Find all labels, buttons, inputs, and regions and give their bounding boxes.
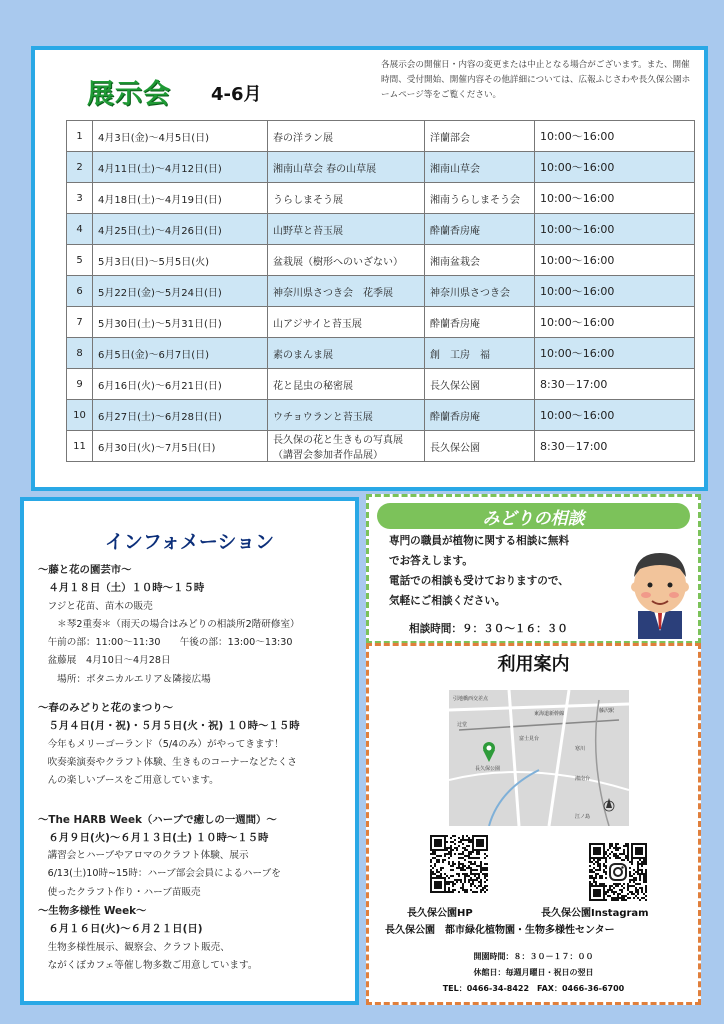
midori-body-line: 電話での相談も受けておりますので、	[389, 575, 569, 587]
exhibition-cell-time: 10:00～16:00	[535, 245, 695, 276]
exhibition-cell-no: 4	[67, 214, 93, 245]
exhibition-cell-time: 8:30－17:00	[535, 369, 695, 400]
info-heading: ５月４日(月・祝)・５月５日(火・祝) １０時～１５時	[38, 720, 300, 733]
exhibition-cell-date: 5月22日(金)～5月24日(日)	[93, 276, 268, 307]
exhibition-cell-name: 湘南山草会 春の山草展	[268, 152, 425, 183]
exhibition-cell-date: 4月11日(土)～4月12日(日)	[93, 152, 268, 183]
exhibition-row	[67, 369, 695, 400]
instagram-label[interactable]: 長久保公園Instagram	[541, 908, 649, 919]
hp-qr-code[interactable]	[428, 833, 490, 895]
info-line: 午前の部：11:00～11:30 午後の部：13:00～13:30	[38, 637, 293, 649]
exhibition-cell-no: 8	[67, 338, 93, 369]
exhibition-cell-org: 酔蘭香房庵	[425, 307, 535, 338]
exhibition-cell-time: 10:00～16:00	[535, 121, 695, 152]
access-title: 利用案内	[497, 654, 570, 675]
exhibition-cell-name: 山野草と苔玉展	[268, 214, 425, 245]
info-line: んの楽しいブースをご用意しています。	[38, 775, 219, 787]
map-label: 湘南台	[575, 776, 591, 782]
access-map	[449, 690, 629, 826]
map-label: 辻堂	[457, 722, 468, 728]
exhibition-cell-time: 10:00～16:00	[535, 400, 695, 431]
info-line: 使ったクラフト作り・ハーブ苗販売	[38, 886, 201, 898]
exhibition-cell-time: 10:00～16:00	[535, 152, 695, 183]
info-line: 生物多様性展示、観察会、クラフト販売、	[38, 941, 230, 953]
exhibition-cell-date: 4月3日(金)～4月5日(日)	[93, 121, 268, 152]
hp-label[interactable]: 長久保公園HP	[407, 908, 473, 919]
midori-body-line: 専門の職員が植物に関する相談に無料	[389, 535, 570, 547]
exhibition-row	[67, 152, 695, 183]
exhibition-row	[67, 307, 695, 338]
info-line: 盆藤展 4月10日～4月28日	[38, 655, 171, 667]
exhibition-row	[67, 214, 695, 245]
exhibition-panel	[31, 46, 708, 491]
exhibition-row	[67, 245, 695, 276]
exhibition-cell-name: 春の洋ラン展	[268, 121, 425, 152]
exhibition-row	[67, 276, 695, 307]
exhibition-cell-org: 洋蘭部会	[425, 121, 535, 152]
spacer	[38, 801, 348, 811]
info-line: ながくぼカフェ等催し物多数ご用意しています。	[38, 959, 258, 971]
exhibition-title: 展示会	[87, 79, 171, 110]
exhibition-cell-org: 神奈川県さつき会	[425, 276, 535, 307]
info-heading: ４月１８日（土）１０時～１５時	[38, 582, 205, 595]
map-label: 藤沢駅	[599, 708, 615, 714]
exhibition-note: 各展示会の開催日・内容の変更または中止となる場合がございます。また、開催時間、受付開始、開催内容その他詳細については、広報ふじさわや長久保公園ホームページ等をご覧ください。	[381, 60, 691, 100]
exhibition-cell-org: 酔蘭香房庵	[425, 214, 535, 245]
info-heading: ６月９日(火)～６月１３日(土) １０時～１５時	[38, 831, 269, 844]
exhibition-cell-no: 10	[67, 400, 93, 431]
exhibition-cell-date: 4月25日(土)～4月26日(日)	[93, 214, 268, 245]
exhibition-row	[67, 121, 695, 152]
exhibition-cell-date: 4月18日(土)～4月19日(日)	[93, 183, 268, 214]
exhibition-row	[67, 400, 695, 431]
exhibition-cell-org: 創 工房 福	[425, 338, 535, 369]
exhibition-cell-org: 湘南うらしまそう会	[425, 183, 535, 214]
map-label: 長久保公園	[475, 766, 501, 772]
exhibition-cell-time: 10:00～16:00	[535, 276, 695, 307]
exhibition-cell-time: 10:00～16:00	[535, 338, 695, 369]
exhibition-cell-no: 1	[67, 121, 93, 152]
midori-body	[389, 531, 629, 611]
exhibition-cell-date: 5月3日(日)～5月5日(火)	[93, 245, 268, 276]
info-heading: ～The HARB Week（ハーブで癒しの一週間）～	[38, 813, 277, 826]
exhibition-cell-time: 8:30－17:00	[535, 431, 695, 462]
map-label: 寒川	[575, 746, 586, 752]
exhibition-row	[67, 431, 695, 462]
info-heading: ６月１６日(火)～６月２１日(日)	[38, 923, 203, 936]
exhibition-cell-name: 花と昆虫の秘密展	[268, 369, 425, 400]
exhibition-cell-name: ウチョウランと苔玉展	[268, 400, 425, 431]
info-heading: ～生物多様性 Week～	[38, 905, 147, 918]
exhibition-cell-no: 11	[67, 431, 93, 462]
info-line: 吹奏楽演奏やクラフト体験、生きものコーナーなどたくさ	[38, 756, 298, 768]
exhibition-row	[67, 183, 695, 214]
info-line: 今年もメリーゴーランド（5/4のみ）がやってきます！	[38, 738, 284, 750]
midori-consultation-panel	[366, 494, 701, 644]
map-label: 引地橋西交差点	[453, 696, 489, 702]
contact-phone-fax: TEL：0466-34-8422 FAX：0466-36-6700	[442, 984, 625, 993]
info-line: 場所：ボタニカルエリア＆隣接広場	[38, 673, 211, 685]
exhibition-table	[66, 120, 695, 462]
exhibition-cell-no: 6	[67, 276, 93, 307]
exhibition-cell-no: 9	[67, 369, 93, 400]
exhibition-cell-no: 5	[67, 245, 93, 276]
exhibition-cell-name: 長久保の花と生きもの写真展（講習会参加者作品展）	[268, 431, 425, 462]
organization-name: 長久保公園 都市緑化植物園・生物多様性センター	[385, 925, 615, 936]
midori-body-line: でお答えします。	[389, 555, 473, 567]
exhibition-cell-time: 10:00～16:00	[535, 183, 695, 214]
exhibition-cell-name: 山アジサイと苔玉展	[268, 307, 425, 338]
exhibition-cell-date: 6月30日(火)～7月5日(日)	[93, 431, 268, 462]
midori-title: みどりの相談	[482, 509, 585, 529]
instagram-icon	[607, 861, 629, 883]
information-title: インフォメーション	[104, 531, 275, 553]
exhibition-cell-date: 6月16日(火)～6月21日(日)	[93, 369, 268, 400]
info-line: 6/13(土)10時~15時：ハーブ部会会員によるハーブを	[38, 868, 281, 880]
map-label: 富士見台	[519, 736, 540, 742]
exhibition-cell-org: 湘南山草会	[425, 152, 535, 183]
exhibition-row	[67, 338, 695, 369]
instagram-qr-code[interactable]	[587, 841, 649, 903]
exhibition-cell-no: 2	[67, 152, 93, 183]
info-line: 講習会とハーブやアロマのクラフト体験、展示	[38, 850, 249, 862]
map-label: 江ノ島	[575, 814, 591, 820]
midori-body-line: 気軽にご相談ください。	[389, 595, 506, 607]
info-heading: ～春のみどりと花のまつり～	[38, 702, 174, 715]
exhibition-cell-no: 3	[67, 183, 93, 214]
closed-days: 休館日：毎週月曜日・祝日の翌日	[473, 968, 594, 977]
exhibition-cell-time: 10:00～16:00	[535, 307, 695, 338]
spacer	[38, 689, 348, 699]
exhibition-cell-date: 6月27日(土)～6月28日(日)	[93, 400, 268, 431]
information-body	[38, 561, 348, 975]
exhibition-cell-org: 酔蘭香房庵	[425, 400, 535, 431]
exhibition-cell-no: 7	[67, 307, 93, 338]
staff-illustration-icon	[624, 547, 696, 639]
opening-hours: 開園時間：８：３０－１７：００	[473, 952, 594, 961]
exhibition-cell-org: 長久保公園	[425, 431, 535, 462]
exhibition-cell-org: 湘南盆栽会	[425, 245, 535, 276]
info-line: フジと花苗、苗木の販売	[38, 600, 153, 612]
exhibition-cell-time: 10:00～16:00	[535, 214, 695, 245]
exhibition-cell-name: 盆栽展（樹形へのいざない）	[268, 245, 425, 276]
spacer	[38, 791, 348, 801]
info-heading: ～藤と花の園芸市～	[38, 564, 132, 576]
exhibition-cell-date: 6月5日(金)～6月7日(日)	[93, 338, 268, 369]
exhibition-cell-name: 素のまんま展	[268, 338, 425, 369]
exhibition-cell-name: うらしまそう展	[268, 183, 425, 214]
info-line: ＊琴2重奏＊（雨天の場合はみどりの相談所2階研修室）	[38, 618, 300, 630]
exhibition-period: 4-6月	[211, 84, 262, 105]
map-label: 東海道新幹線	[534, 711, 565, 717]
exhibition-cell-date: 5月30日(土)～5月31日(日)	[93, 307, 268, 338]
access-panel	[366, 643, 701, 1005]
information-panel	[20, 497, 359, 1005]
exhibition-cell-org: 長久保公園	[425, 369, 535, 400]
exhibition-cell-name: 神奈川県さつき会 花季展	[268, 276, 425, 307]
midori-hours: 相談時間：９：３０～１６：３０	[409, 623, 568, 635]
